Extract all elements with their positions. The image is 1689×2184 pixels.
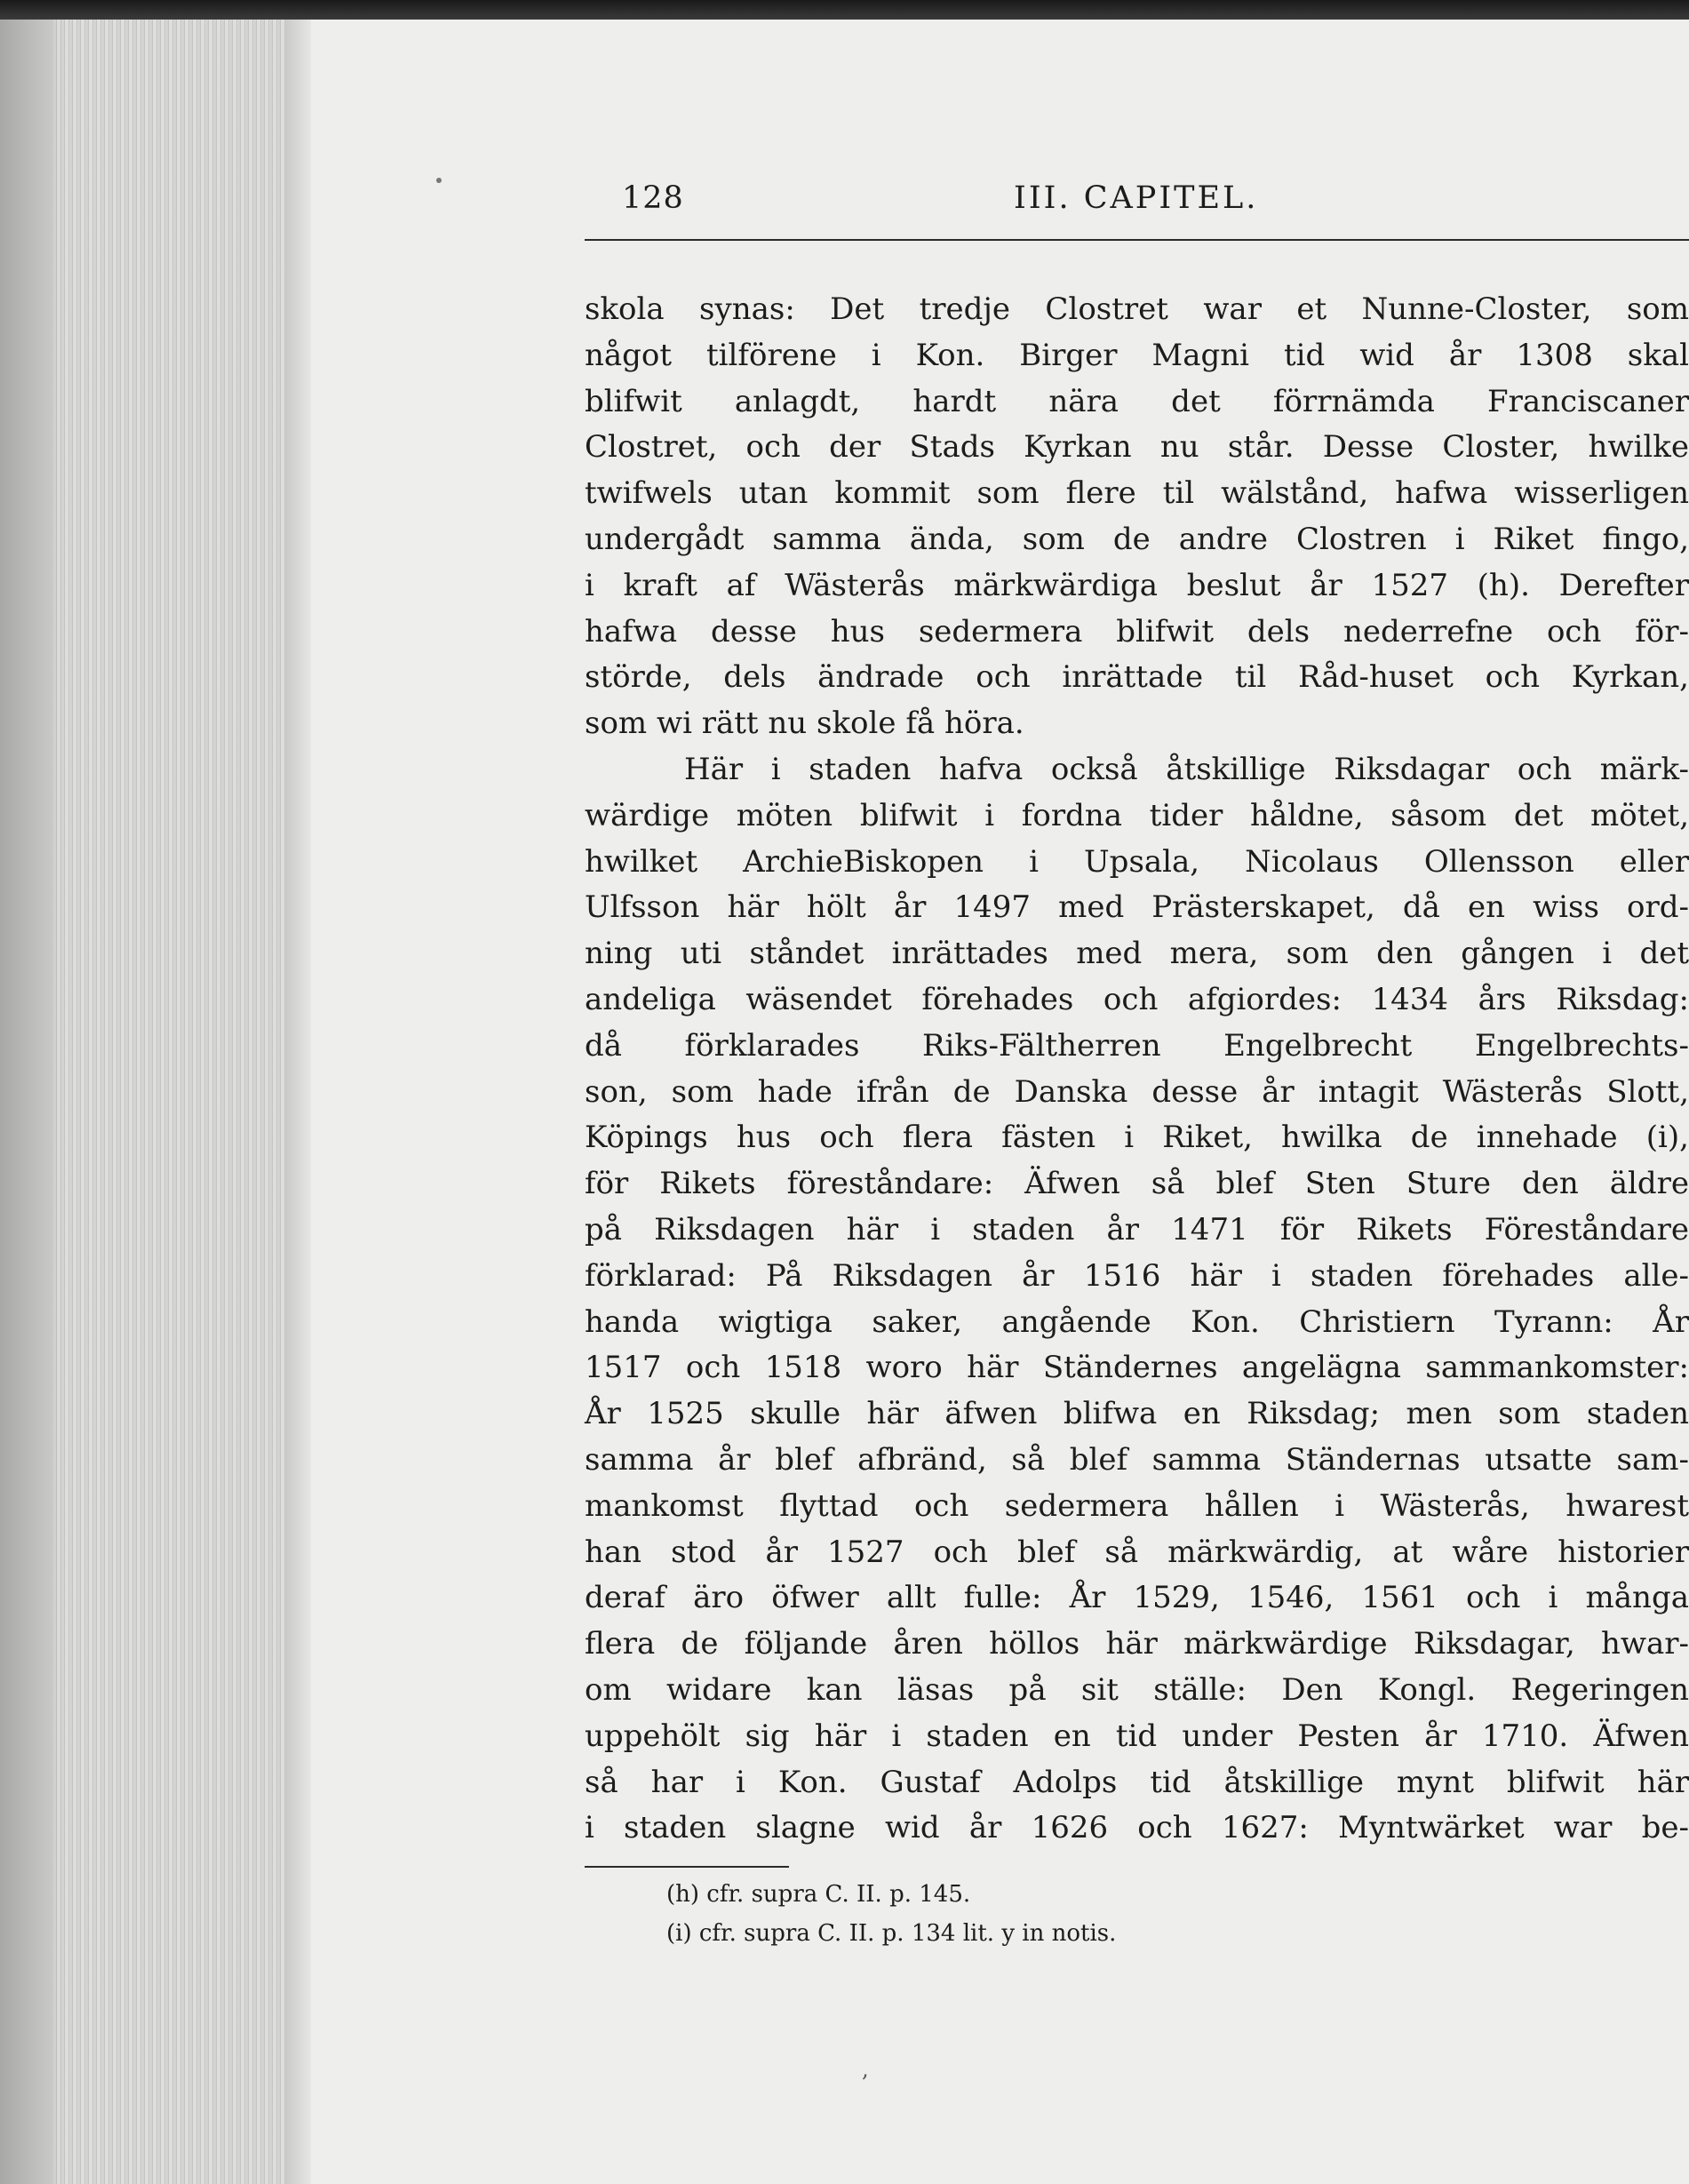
text-line: Köpings hus och flera fästen i Riket, hwilka de innehade (i),	[585, 1120, 1689, 1156]
book-gutter	[284, 20, 311, 2184]
footnote-rule	[585, 1866, 789, 1868]
page-number: 128	[622, 180, 684, 216]
scan-top-border	[0, 0, 1689, 20]
text-line: uppehölt sig här i staden en tid under Pesten år 1710. Äfwen	[585, 1718, 1689, 1754]
text-line: flera de följande åren höllos här märkwärdige Riksdagar, hwar-	[585, 1626, 1689, 1662]
text-line: för Rikets föreståndare: Äfwen så blef Sten Sture den äldre	[585, 1166, 1689, 1202]
text-line: ning uti ståndet inrättades med mera, som den gången i det	[585, 936, 1689, 972]
text-line: undergådt samma ända, som de andre Clostren i Riket fingo,	[585, 521, 1689, 557]
text-line: då förklarades Riks-Fältherren Engelbrecht Engelbrechts-	[585, 1027, 1689, 1064]
text-line: mankomst flyttad och sedermera hållen i Wästerås, hwarest	[585, 1487, 1689, 1524]
text-line: så har i Kon. Gustaf Adolps tid åtskillige mynt blifwit här	[585, 1764, 1689, 1800]
text-line: om widare kan läsas på sit ställe: Den Kongl. Regeringen	[585, 1671, 1689, 1708]
text-line: 1517 och 1518 woro här Ständernes angelägna sammankomster:	[585, 1350, 1689, 1386]
text-line: som wi rätt nu skole få höra.	[585, 705, 1024, 742]
text-line: skola synas: Det tredje Clostret war et Nunne-Closter, som	[585, 291, 1689, 327]
page-text-block	[585, 173, 1689, 1953]
text-line: han stod år 1527 och blef så märkwärdig, at wåre historier	[585, 1534, 1689, 1570]
body-text	[585, 287, 1689, 1852]
stray-mark: ,	[862, 2057, 869, 2082]
paper-speck	[436, 178, 442, 183]
footnote-h: (h) cfr. supra C. II. p. 145.	[666, 1881, 971, 1909]
text-line: wärdige möten blifwit i fordna tider håldne, såsom det mötet,	[585, 797, 1689, 833]
text-line-paragraph-start: Här i staden hafva också åtskillige Riksdagar och märk-	[684, 751, 1689, 787]
text-line: Clostret, och der Stads Kyrkan nu står. Desse Closter, hwilke	[585, 429, 1689, 466]
running-head: III. CAPITEL.	[1014, 180, 1259, 216]
text-line: twifwels utan kommit som flere til wälstånd, hafwa wisserligen	[585, 475, 1689, 512]
text-line: andeliga wäsendet förehades och afgiordes: 1434 års Riksdag:	[585, 981, 1689, 1017]
text-line: hafwa desse hus sedermera blifwit dels nederrefne och för-	[585, 613, 1689, 650]
text-line: störde, dels ändrade och inrättade til Råd-huset och Kyrkan,	[585, 659, 1689, 696]
stacked-page-edges	[53, 20, 293, 2184]
page-header	[585, 173, 1689, 241]
text-line: hwilket ArchieBiskopen i Upsala, Nicolaus Ollensson eller	[585, 843, 1689, 880]
text-line: något tilförene i Kon. Birger Magni tid wid år 1308 skal	[585, 337, 1689, 373]
text-line: i staden slagne wid år 1626 och 1627: Myntwärket war be-	[585, 1810, 1689, 1846]
text-line: handa wigtiga saker, angående Kon. Christiern Tyrann: År	[585, 1303, 1689, 1340]
text-line: blifwit anlagdt, hardt nära det förrnämda Franciscaner	[585, 383, 1689, 419]
footnote-i: (i) cfr. supra C. II. p. 134 lit. y in notis.	[666, 1920, 1117, 1948]
text-line: på Riksdagen här i staden år 1471 för Rikets Föreståndare	[585, 1211, 1689, 1247]
text-line: i kraft af Wästerås märkwärdiga beslut år 1527 (h). Derefter	[585, 567, 1689, 603]
text-line: År 1525 skulle här äfwen blifwa en Riksdag; men som staden	[585, 1396, 1689, 1432]
text-line: Ulfsson här hölt år 1497 med Prästerskapet, då en wiss ord-	[585, 889, 1689, 926]
text-line: förklarad: På Riksdagen år 1516 här i staden förehades alle-	[585, 1257, 1689, 1294]
text-line: son, som hade ifrån de Danska desse år intagit Wästerås Slott,	[585, 1073, 1689, 1110]
text-line: samma år blef afbränd, så blef samma Ständernas utsatte sam-	[585, 1441, 1689, 1478]
text-line: deraf äro öfwer allt fulle: År 1529, 1546, 1561 och i många	[585, 1580, 1689, 1616]
